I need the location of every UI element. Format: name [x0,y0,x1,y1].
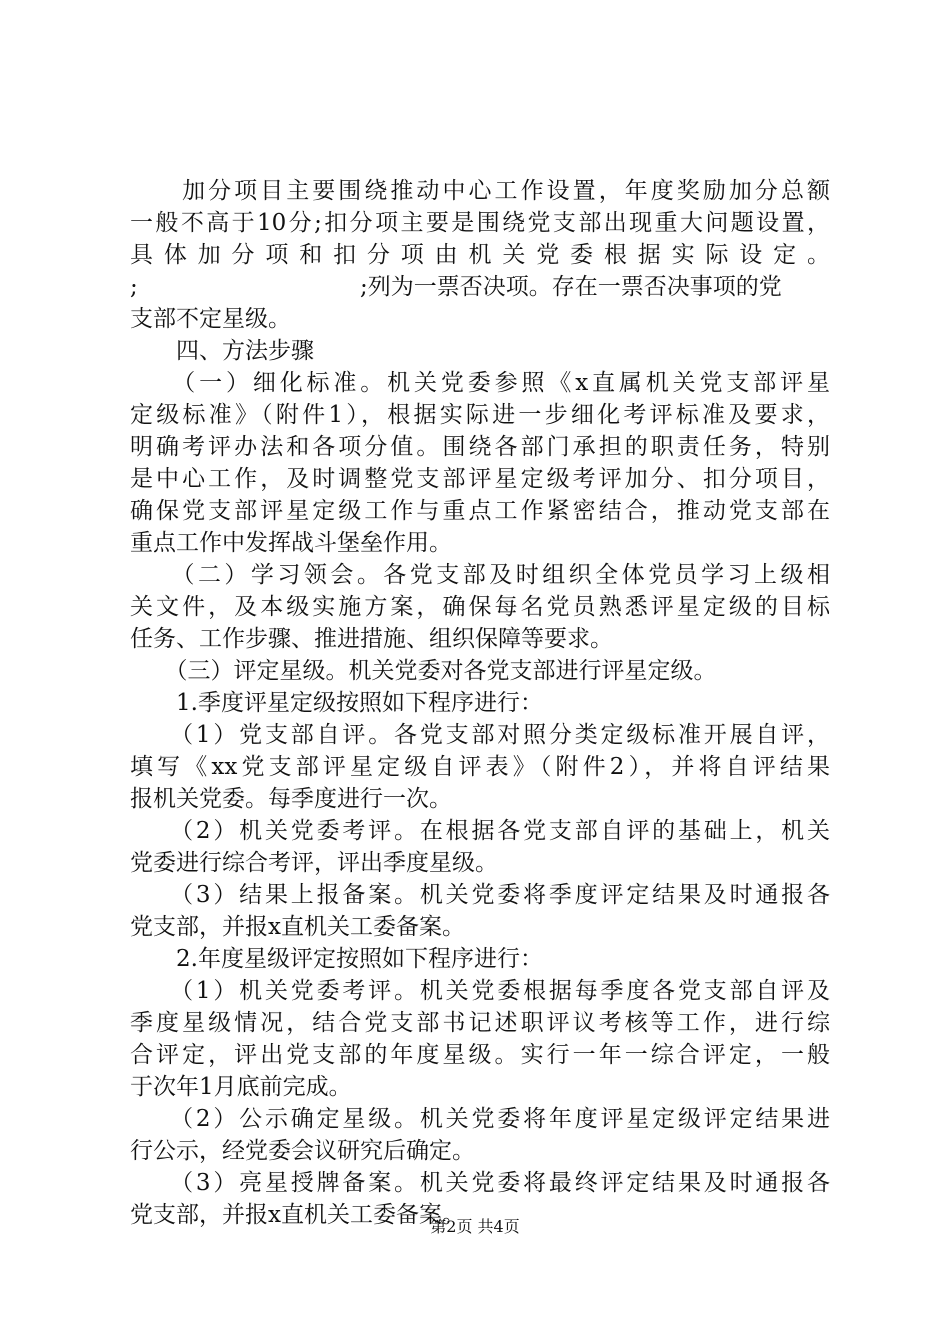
paragraph-line: 党委进行综合考评，评出季度星级。 [130,850,498,876]
paragraph-line: （2）公示确定星级。机关党委将年度评星定级评定结果进 [130,1106,830,1132]
paragraph-line: 重点工作中发挥战斗堡垒作用。 [130,530,452,556]
paragraph-line: 定级标准》（附件1），根据实际进一步细化考评标准及要求， [130,402,830,428]
paragraph-line: 党支部，并报x直机关工委备案。 [130,1202,465,1228]
paragraph-line: 季度星级情况，结合党支部书记述职评议考核等工作，进行综 [130,1010,830,1036]
paragraph-line: （3）亮星授牌备案。机关党委将最终评定结果及时通报各 [130,1170,830,1196]
paragraph-line: 行公示，经党委会议研究后确定。 [130,1138,475,1164]
paragraph-line: （1）机关党委考评。机关党委根据每季度各党支部自评及 [130,978,830,1004]
paragraph-line: 明确考评办法和各项分值。围绕各部门承担的职责任务，特别 [130,434,830,460]
paragraph-line: 任务、工作步骤、推进措施、组织保障等要求。 [130,626,613,652]
paragraph-line: ;列为一票否决项。存在一票否决事项的党 [360,274,782,300]
paragraph-line: 合评定，评出党支部的年度星级。实行一年一综合评定，一般 [130,1042,830,1068]
paragraph-line: 1.季度评星定级按照如下程序进行： [130,690,543,716]
paragraph-line: 填写《xx党支部评星定级自评表》（附件2），并将自评结果 [130,754,830,780]
paragraph-line: 一般不高于10分;扣分项主要是围绕党支部出现重大问题设置， [130,210,830,236]
paragraph-line: （一）细化标准。机关党委参照《x直属机关党支部评星 [130,370,830,396]
section-heading: 四、方法步骤 [130,338,314,364]
paragraph-line: （二）学习领会。各党支部及时组织全体党员学习上级相 [130,562,830,588]
paragraph-line: 加分项目主要围绕推动中心工作设置，年度奖励加分总额 [130,178,830,204]
paragraph-line: 支部不定星级。 [130,306,291,332]
paragraph-line: 党支部，并报x直机关工委备案。 [130,914,465,940]
paragraph-line: （2）机关党委考评。在根据各党支部自评的基础上，机关 [130,818,830,844]
paragraph-line: 2.年度星级评定按照如下程序进行： [130,946,543,972]
paragraph-line: 报机关党委。每季度进行一次。 [130,786,452,812]
paragraph-line: （1）党支部自评。各党支部对照分类定级标准开展自评， [130,722,830,748]
paragraph-line: 是中心工作，及时调整党支部评星定级考评加分、扣分项目， [130,466,830,492]
paragraph-line-fragment: ; [130,274,138,300]
page-number-footer: 第2页 共4页 [430,1217,520,1236]
paragraph-line: 关文件，及本级实施方案，确保每名党员熟悉评星定级的目标 [130,594,830,620]
paragraph-line: 确保党支部评星定级工作与重点工作紧密结合，推动党支部在 [130,498,830,524]
paragraph-line: （三）评定星级。机关党委对各党支部进行评星定级。 [130,658,717,684]
paragraph-line: 于次年1月底前完成。 [130,1074,352,1100]
paragraph-line: （3）结果上报备案。机关党委将季度评定结果及时通报各 [130,882,830,908]
paragraph-line: 具 体 加 分 项 和 扣 分 项 由 机 关 党 委 根 据 实 际 设 定 。 [130,242,830,268]
